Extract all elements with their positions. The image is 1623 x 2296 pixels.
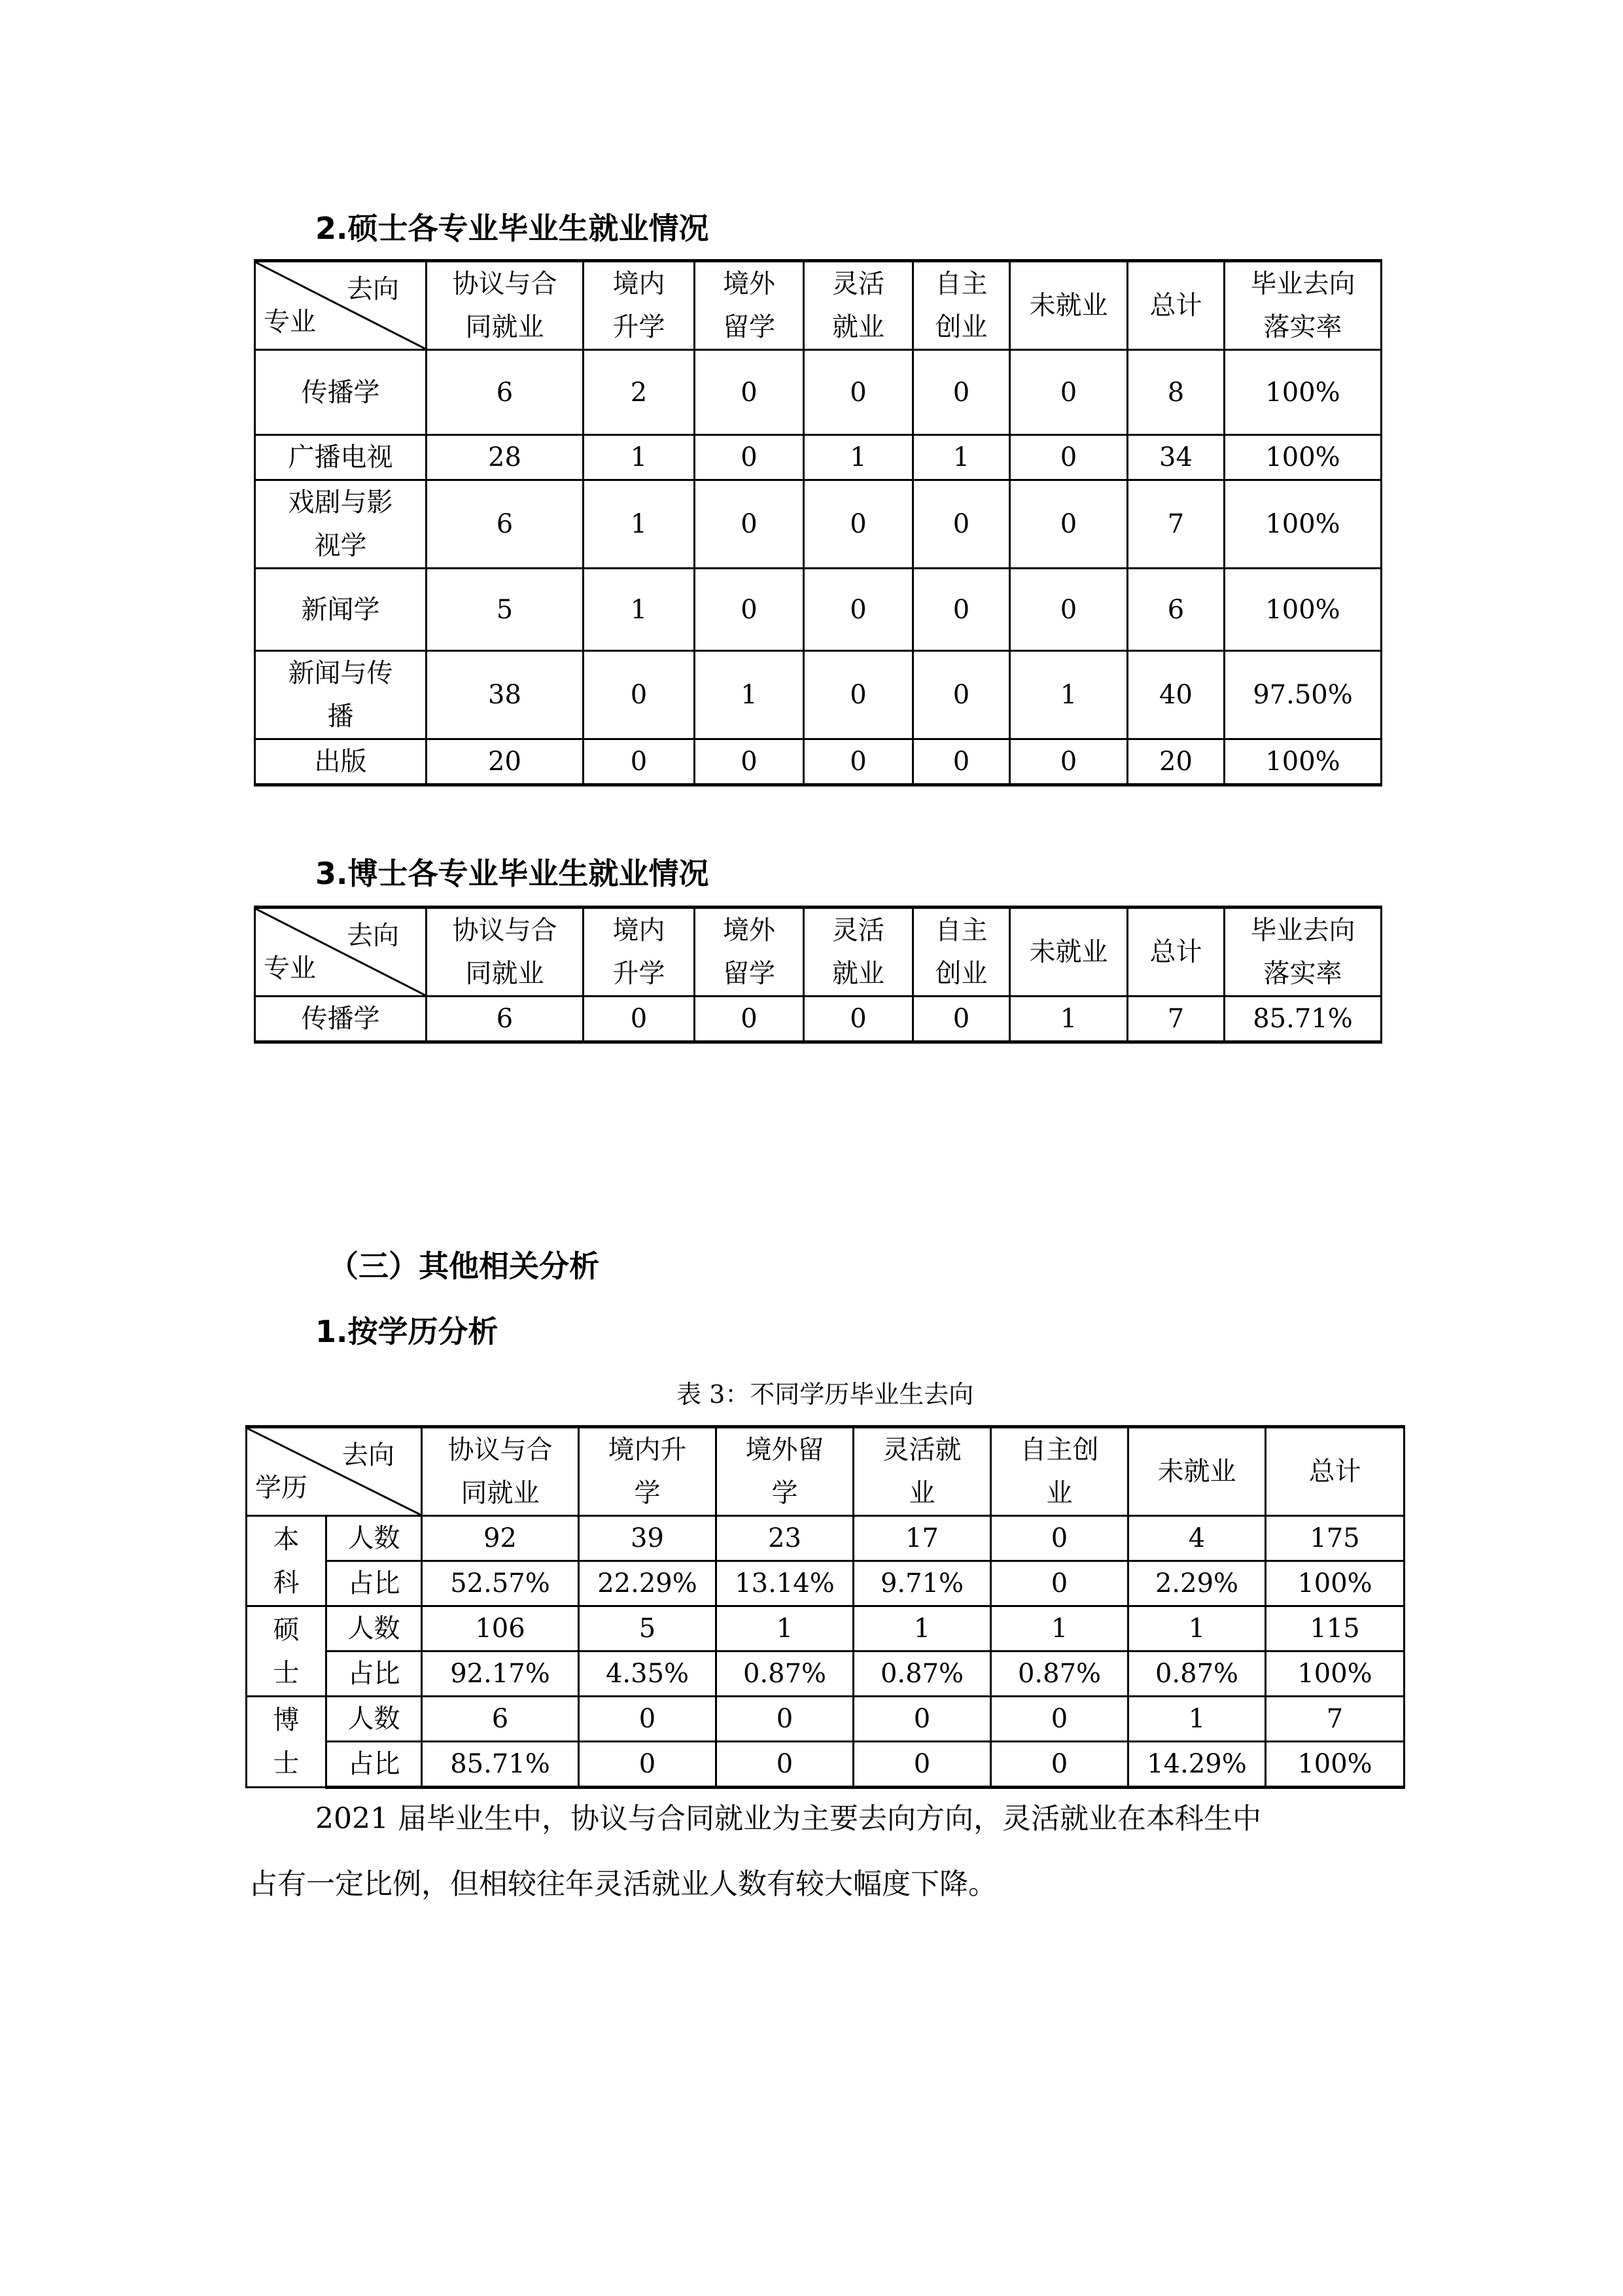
column-header: 境外 留学: [695, 261, 804, 350]
column-header: 未就业: [1128, 1427, 1266, 1516]
value-cell: 1: [584, 435, 695, 480]
ratio-value-cell: 0: [991, 1561, 1128, 1606]
corner-column-label: 去向: [347, 921, 399, 951]
count-row: [247, 1697, 1405, 1742]
column-header: 总计: [1128, 261, 1225, 350]
degree-label-cell: 硕 士: [247, 1606, 326, 1697]
column-header: 灵活 就业: [804, 908, 913, 997]
value-cell: 1: [804, 435, 913, 480]
corner-header-cell: [255, 261, 427, 350]
column-header: 境内 升学: [584, 261, 695, 350]
value-cell: 97.50%: [1225, 651, 1382, 739]
ratio-value-cell: 2.29%: [1128, 1561, 1266, 1606]
count-value-cell: 0: [716, 1697, 854, 1742]
ratio-row: [247, 1561, 1405, 1606]
column-header: 境内升 学: [579, 1427, 716, 1516]
value-cell: 100%: [1225, 569, 1382, 651]
degree-label-cell: 博 士: [247, 1697, 326, 1788]
value-cell: 0: [584, 739, 695, 785]
value-cell: 1: [695, 651, 804, 739]
ratio-value-cell: 92.17%: [422, 1651, 579, 1697]
table-row: [255, 480, 1382, 569]
count-value-cell: 39: [579, 1516, 716, 1561]
ratio-value-cell: 0.87%: [854, 1651, 991, 1697]
count-label-cell: 人数: [326, 1606, 422, 1651]
value-cell: 0: [913, 651, 1010, 739]
corner-column-label: 去向: [342, 1440, 394, 1470]
value-cell: 38: [427, 651, 584, 739]
corner-column-label: 去向: [347, 274, 399, 304]
column-header: 境外留 学: [716, 1427, 854, 1516]
corner-row-label: 专业: [264, 307, 316, 337]
count-value-cell: 6: [422, 1697, 579, 1742]
value-cell: 34: [1128, 435, 1225, 480]
column-header: 毕业去向 落实率: [1225, 261, 1382, 350]
major-name-cell: 新闻与传 播: [255, 651, 427, 739]
value-cell: 0: [913, 739, 1010, 785]
value-cell: 7: [1128, 480, 1225, 569]
value-cell: 5: [427, 569, 584, 651]
value-cell: 0: [695, 350, 804, 435]
value-cell: 1: [1010, 651, 1128, 739]
value-cell: 0: [695, 569, 804, 651]
corner-row-label: 专业: [264, 953, 316, 983]
count-value-cell: 0: [991, 1516, 1128, 1561]
column-header: 境内 升学: [584, 908, 695, 997]
major-name-cell: 新闻学: [255, 569, 427, 651]
count-value-cell: 92: [422, 1516, 579, 1561]
value-cell: 0: [695, 997, 804, 1042]
doctor-section-heading: 3.博士各专业毕业生就业情况: [315, 856, 709, 891]
value-cell: 1: [913, 435, 1010, 480]
column-header: 自主 创业: [913, 908, 1010, 997]
value-cell: 7: [1128, 997, 1225, 1042]
header-row: [255, 261, 1382, 350]
ratio-value-cell: 0: [579, 1742, 716, 1788]
value-cell: 40: [1128, 651, 1225, 739]
count-label-cell: 人数: [326, 1697, 422, 1742]
column-header: 总计: [1128, 908, 1225, 997]
value-cell: 0: [804, 569, 913, 651]
table-row: [255, 651, 1382, 739]
other-analysis-heading: （三）其他相关分析: [328, 1248, 599, 1284]
ratio-value-cell: 13.14%: [716, 1561, 854, 1606]
ratio-value-cell: 100%: [1266, 1651, 1405, 1697]
value-cell: 0: [804, 997, 913, 1042]
value-cell: 0: [584, 651, 695, 739]
master-employment-table: [254, 259, 1382, 786]
corner-header-cell: [247, 1427, 422, 1516]
column-header: 境外 留学: [695, 908, 804, 997]
table-row: [255, 435, 1382, 480]
value-cell: 1: [584, 569, 695, 651]
count-value-cell: 115: [1266, 1606, 1405, 1651]
value-cell: 0: [913, 480, 1010, 569]
ratio-value-cell: 52.57%: [422, 1561, 579, 1606]
count-value-cell: 106: [422, 1606, 579, 1651]
column-header: 协议与合 同就业: [427, 908, 584, 997]
count-label-cell: 人数: [326, 1516, 422, 1561]
value-cell: 20: [427, 739, 584, 785]
value-cell: 0: [1010, 739, 1128, 785]
count-value-cell: 175: [1266, 1516, 1405, 1561]
ratio-value-cell: 85.71%: [422, 1742, 579, 1788]
value-cell: 100%: [1225, 350, 1382, 435]
value-cell: 6: [427, 997, 584, 1042]
ratio-label-cell: 占比: [326, 1651, 422, 1697]
ratio-value-cell: 0: [716, 1742, 854, 1788]
value-cell: 1: [584, 480, 695, 569]
value-cell: 0: [1010, 350, 1128, 435]
column-header: 灵活 就业: [804, 261, 913, 350]
value-cell: 0: [1010, 569, 1128, 651]
value-cell: 100%: [1225, 739, 1382, 785]
header-row: [255, 908, 1382, 997]
count-value-cell: 1: [716, 1606, 854, 1651]
major-name-cell: 广播电视: [255, 435, 427, 480]
column-header: 未就业: [1010, 261, 1128, 350]
corner-row-label: 学历: [255, 1473, 307, 1503]
corner-header-cell: [255, 908, 427, 997]
summary-paragraph-line-2: 占有一定比例，但相较往年灵活就业人数有较大幅度下降。: [249, 1867, 997, 1901]
column-header: 自主创 业: [991, 1427, 1128, 1516]
value-cell: 6: [427, 480, 584, 569]
count-value-cell: 1: [991, 1606, 1128, 1651]
major-name-cell: 戏剧与影 视学: [255, 480, 427, 569]
count-value-cell: 1: [1128, 1606, 1266, 1651]
by-degree-heading: 1.按学历分析: [315, 1314, 498, 1349]
value-cell: 0: [913, 350, 1010, 435]
ratio-value-cell: 100%: [1266, 1561, 1405, 1606]
doctor-employment-table: [254, 906, 1382, 1044]
degree-label-cell: 本 科: [247, 1516, 326, 1606]
count-value-cell: 4: [1128, 1516, 1266, 1561]
ratio-label-cell: 占比: [326, 1561, 422, 1606]
column-header: 协议与合 同就业: [422, 1427, 579, 1516]
major-name-cell: 传播学: [255, 997, 427, 1042]
degree-destination-table: [245, 1425, 1405, 1789]
table-row: [255, 350, 1382, 435]
major-name-cell: 出版: [255, 739, 427, 785]
table-row: [255, 997, 1382, 1042]
count-value-cell: 5: [579, 1606, 716, 1651]
ratio-value-cell: 0: [991, 1742, 1128, 1788]
column-header: 协议与合 同就业: [427, 261, 584, 350]
count-row: [247, 1516, 1405, 1561]
ratio-label-cell: 占比: [326, 1742, 422, 1788]
count-value-cell: 23: [716, 1516, 854, 1561]
value-cell: 0: [913, 997, 1010, 1042]
value-cell: 0: [695, 480, 804, 569]
value-cell: 8: [1128, 350, 1225, 435]
count-value-cell: 0: [579, 1697, 716, 1742]
column-header: 自主 创业: [913, 261, 1010, 350]
value-cell: 0: [695, 739, 804, 785]
ratio-value-cell: 0.87%: [1128, 1651, 1266, 1697]
value-cell: 28: [427, 435, 584, 480]
ratio-value-cell: 22.29%: [579, 1561, 716, 1606]
value-cell: 0: [913, 569, 1010, 651]
value-cell: 6: [1128, 569, 1225, 651]
value-cell: 2: [584, 350, 695, 435]
column-header: 灵活就 业: [854, 1427, 991, 1516]
ratio-value-cell: 4.35%: [579, 1651, 716, 1697]
table-3-caption: 表 3：不同学历毕业生去向: [676, 1380, 974, 1409]
value-cell: 0: [695, 435, 804, 480]
header-row: [247, 1427, 1405, 1516]
ratio-value-cell: 100%: [1266, 1742, 1405, 1788]
major-name-cell: 传播学: [255, 350, 427, 435]
value-cell: 0: [804, 739, 913, 785]
value-cell: 20: [1128, 739, 1225, 785]
ratio-row: [247, 1742, 1405, 1788]
ratio-value-cell: 9.71%: [854, 1561, 991, 1606]
table-row: [255, 569, 1382, 651]
ratio-value-cell: 0.87%: [716, 1651, 854, 1697]
count-row: [247, 1606, 1405, 1651]
count-value-cell: 1: [1128, 1697, 1266, 1742]
count-value-cell: 0: [991, 1697, 1128, 1742]
count-value-cell: 1: [854, 1606, 991, 1651]
column-header: 未就业: [1010, 908, 1128, 997]
value-cell: 100%: [1225, 435, 1382, 480]
count-value-cell: 0: [854, 1697, 991, 1742]
table-row: [255, 739, 1382, 785]
count-value-cell: 7: [1266, 1697, 1405, 1742]
ratio-value-cell: 0.87%: [991, 1651, 1128, 1697]
ratio-value-cell: 0: [854, 1742, 991, 1788]
ratio-value-cell: 14.29%: [1128, 1742, 1266, 1788]
value-cell: 0: [804, 651, 913, 739]
value-cell: 0: [1010, 435, 1128, 480]
value-cell: 100%: [1225, 480, 1382, 569]
value-cell: 0: [1010, 480, 1128, 569]
value-cell: 0: [584, 997, 695, 1042]
value-cell: 85.71%: [1225, 997, 1382, 1042]
ratio-row: [247, 1651, 1405, 1697]
master-section-heading: 2.硕士各专业毕业生就业情况: [315, 211, 709, 246]
value-cell: 6: [427, 350, 584, 435]
value-cell: 0: [804, 480, 913, 569]
count-value-cell: 17: [854, 1516, 991, 1561]
value-cell: 0: [804, 350, 913, 435]
summary-paragraph-line-1: 2021 届毕业生中，协议与合同就业为主要去向方向，灵活就业在本科生中: [315, 1802, 1261, 1835]
value-cell: 1: [1010, 997, 1128, 1042]
column-header: 总计: [1266, 1427, 1405, 1516]
column-header: 毕业去向 落实率: [1225, 908, 1382, 997]
